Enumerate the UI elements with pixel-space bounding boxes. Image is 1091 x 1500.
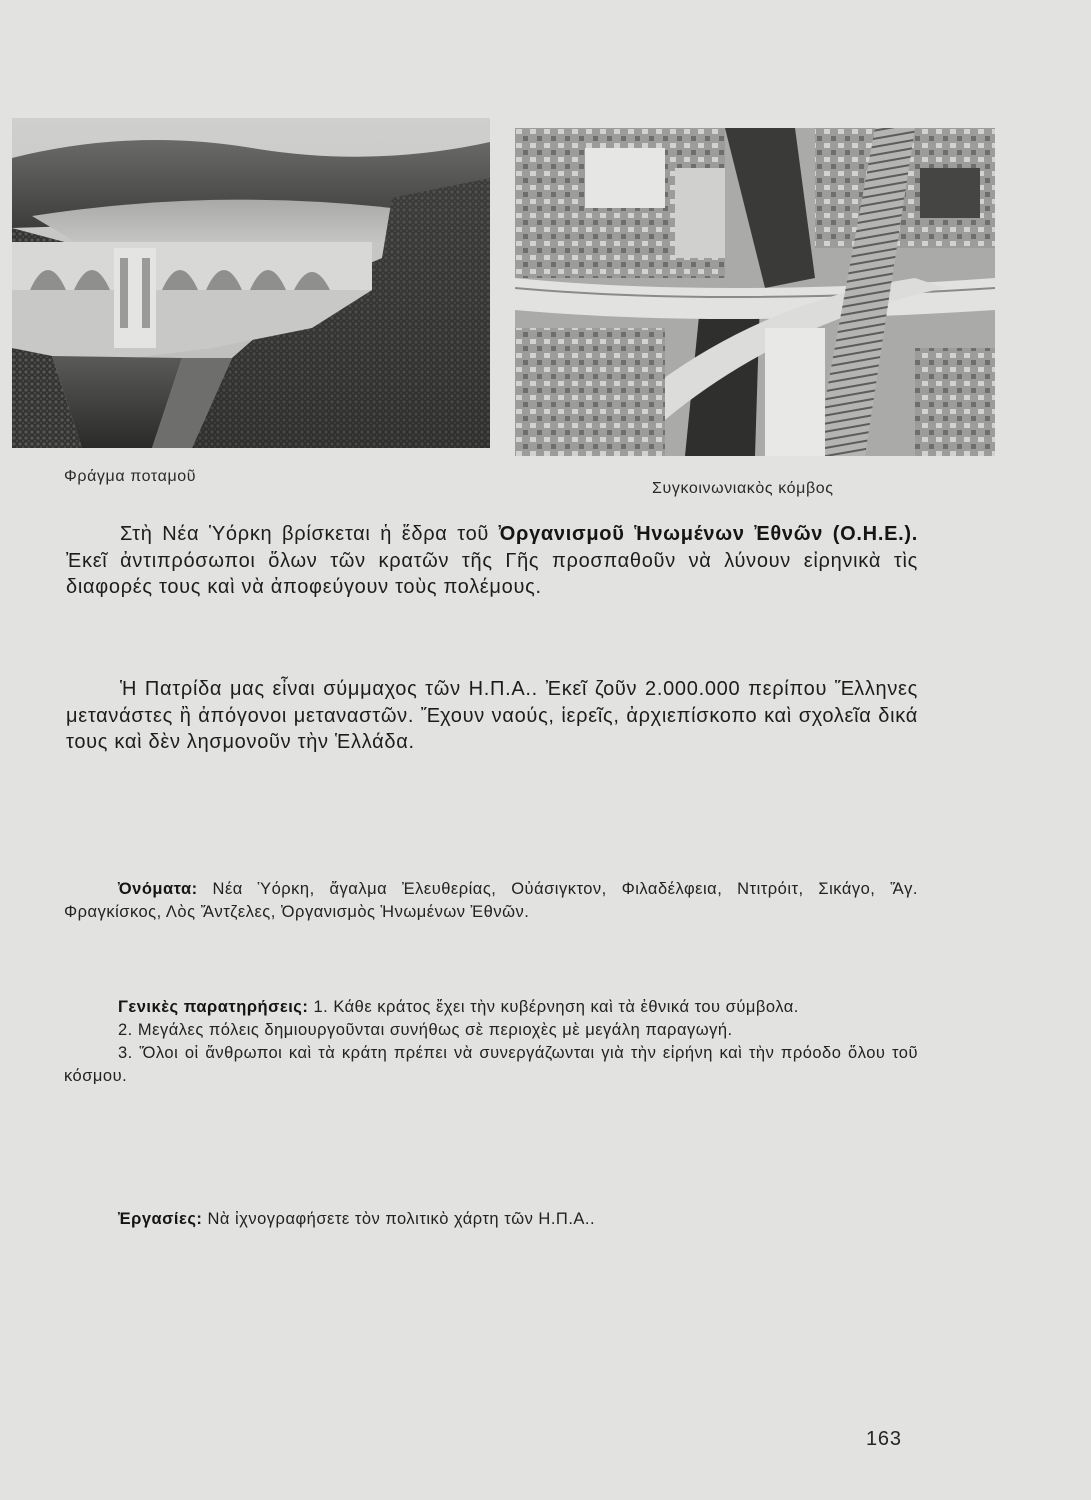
greece-ally-paragraph — [66, 676, 918, 756]
remark-item: 1. Κάθε κράτος ἔχει τὴν κυβέρνηση καὶ τὰ ἐθνικά του σύμβολα. — [313, 998, 799, 1016]
tasks-text: Νὰ ἰχνογραφήσετε τὸν πολιτικὸ χάρτη τῶν Η.Π.Α.. — [207, 1210, 596, 1228]
tasks-section — [64, 1208, 918, 1231]
highway-junction-photo — [515, 128, 995, 456]
remarks-label: Γενικὲς παρατηρήσεις: — [118, 998, 309, 1016]
un-organization-name: Ὀργανισμοῦ Ἡνωμένων Ἐθνῶν (Ο.Η.Ε.). — [498, 523, 918, 545]
tasks-label: Ἐργασίες: — [118, 1210, 203, 1228]
dam-photo-caption: Φράγμα ποταμοῦ — [64, 468, 197, 485]
highway-junction-photo-image — [515, 128, 995, 456]
dam-photo — [12, 118, 490, 448]
remark-item: 3. Ὅλοι οἱ ἄνθρωποι καὶ τὰ κράτη πρέπει νὰ συνεργάζωνται γιὰ τὴν εἰρήνη καὶ τὴν πρόοδο ὅλου τοῦ κόσμου. — [64, 1044, 918, 1085]
general-remarks-section — [64, 996, 918, 1088]
names-list: Νέα Ὑόρκη, ἄγαλμα Ἐλευθερίας, Οὐάσιγκτον, Φιλαδέλφεια, Ντιτρόιτ, Σικάγο, Ἅγ. Φραγκίσκος, Λὸς Ἄντζελες, Ὀργανισμὸς Ἡνωμένων Ἐθνῶν. — [64, 880, 918, 921]
un-paragraph-rest: Ἐκεῖ ἀντιπρόσωποι ὅλων τῶν κρατῶν τῆς Γῆς προσπαθοῦν νὰ λύνουν εἰρηνικὰ τὶς διαφορές τους καὶ νὰ ἀποφεύγουν τοὺς πολέμους. — [66, 549, 918, 598]
un-paragraph — [66, 521, 918, 601]
page-number: 163 — [866, 1428, 902, 1450]
dam-photo-image — [12, 118, 490, 448]
greece-ally-text: Ἡ Πατρίδα μας εἶναι σύμμαχος τῶν Η.Π.Α.. Ἐκεῖ ζοῦν 2.000.000 περίπου Ἕλληνες μετανάστες ἢ ἀπόγονοι μεταναστῶν. Ἔχουν ναούς, ἱερεῖς, ἀρχιεπίσκοπο καὶ σχολεῖα δικά τους καὶ δὲν λησμονοῦν τὴν Ἑλλάδα. — [66, 678, 918, 753]
un-paragraph-intro: Στὴ Νέα Ὑόρκη βρίσκεται ἡ ἕδρα τοῦ — [120, 523, 499, 545]
junction-photo-caption: Συγκοινωνιακὸς κόμβος — [652, 480, 834, 497]
remark-item: 2. Μεγάλες πόλεις δημιουργοῦνται συνήθως σὲ περιοχὲς μὲ μεγάλη παραγωγή. — [118, 1021, 733, 1039]
names-label: Ὀνόματα: — [118, 880, 198, 898]
names-section — [64, 878, 918, 924]
